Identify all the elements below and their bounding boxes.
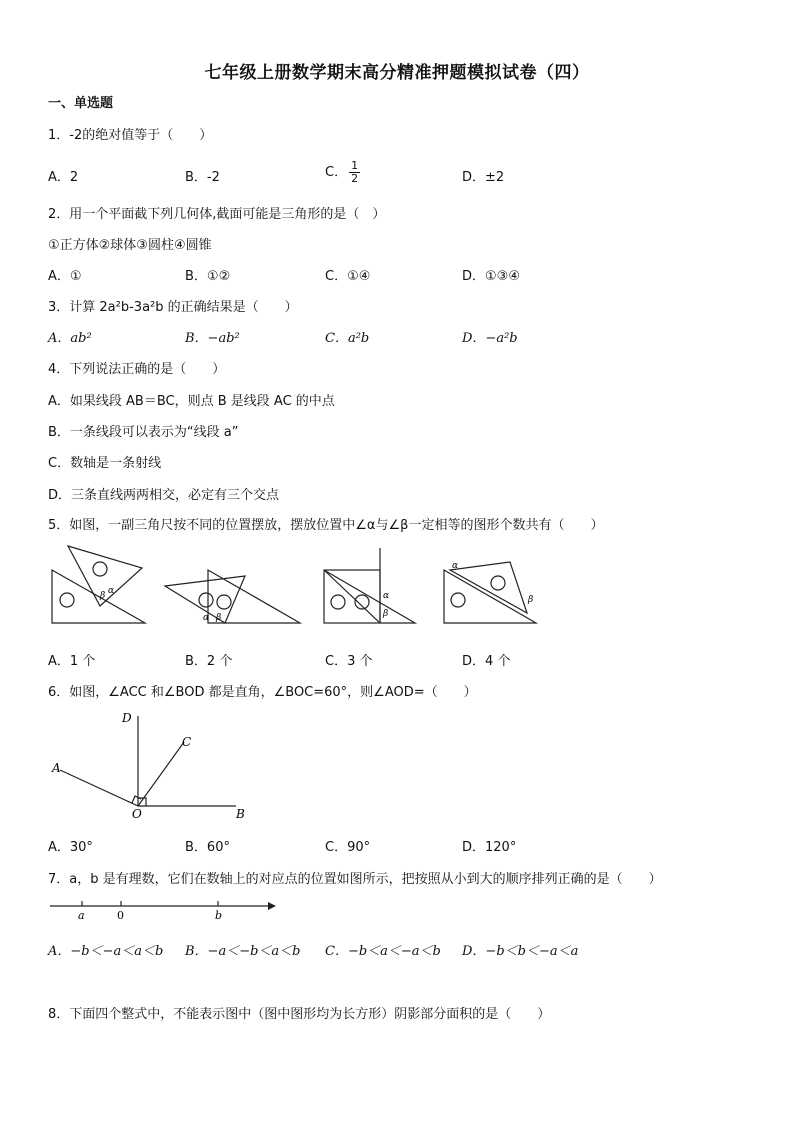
q1-fraction [349,160,360,185]
q1-option-a: A．2 [48,170,79,185]
q2-stem: 2．用一个平面截下列几何体,截面可能是三角形的是（ ） [48,207,386,222]
q5-option-d: D．4 个 [462,654,511,669]
q4-option-d: D．三条直线两两相交，必定有三个交点 [48,488,280,503]
q1-option-d: D．±2 [462,170,505,185]
q5-alpha-label-4: α [452,561,459,571]
q5-beta-label-2: β [216,613,222,623]
q4-option-c: C．数轴是一条射线 [48,456,162,471]
q8-stem: 8．下面四个整式中，不能表示图中（图中图形均为长方形）阴影部分面积的是（ ） [48,1007,551,1022]
q6-option-b: B．60° [185,840,230,855]
q2-option-d: D．①③④ [462,269,520,284]
q7-option-c: C．−b＜a＜−a＜b [325,944,441,959]
q2-option-c: C．①④ [325,269,371,284]
q5-figures [40,538,560,633]
section-heading: 一、单选题 [48,96,114,111]
q5-figure-1 [52,546,145,623]
q3-option-a: A．ab² [48,331,92,346]
q6-label-c: C [182,735,192,749]
q2-option-b: B．①② [185,269,231,284]
q1-option-b: B．-2 [185,170,220,185]
q5-option-c: C．3 个 [325,654,373,669]
q7-option-d: D．−b＜b＜−a＜a [462,944,579,959]
q5-option-b: B．2 个 [185,654,233,669]
q7-axis-label-a: a [78,909,85,922]
q5-figure-2 [165,570,300,623]
q3-stem: 3．计算 2a²b-3a²b 的正确结果是（ ） [48,300,298,315]
q5-figure-3 [324,548,415,623]
q2-option-a: A．① [48,269,82,284]
q4-option-a: A．如果线段 AB＝BC，则点 B 是线段 AC 的中点 [48,394,335,409]
q6-label-o: O [132,807,142,821]
q7-arrow-icon [268,902,276,910]
q7-option-a: A．−b＜−a＜a＜b [48,944,164,959]
q4-stem: 4．下列说法正确的是（ ） [48,362,226,377]
q1-option-c [325,160,360,185]
q5-stem: 5．如图，一副三角尺按不同的位置摆放，摆放位置中∠α与∠β一定相等的图形个数共有（ ） [48,518,604,533]
q7-axis-label-b: b [215,909,223,922]
q1-fraction-denominator: 2 [351,172,359,185]
q4-option-b: B．一条线段可以表示为“线段 a” [48,425,239,440]
q2-items: ①正方体②球体③圆柱④圆锥 [48,238,212,253]
q1-fraction-numerator: 1 [351,159,359,172]
q7-number-line [40,894,280,928]
q5-figure-4 [444,562,536,623]
q6-option-d: D．120° [462,840,517,855]
q5-alpha-label-3: α [383,591,390,601]
q1-stem: 1．-2的绝对值等于（ ） [48,128,213,143]
q6-label-d: D [122,711,132,725]
q7-axis-label-zero: 0 [117,909,124,922]
q1-option-c-prefix: C． [325,165,348,180]
q3-option-c: C．a²b [325,331,370,346]
q7-option-b: B．−a＜−b＜a＜b [185,944,301,959]
q6-option-a: A．30° [48,840,93,855]
q5-beta-label-3: β [383,609,389,619]
q6-stem: 6．如图，∠ACC 和∠BOD 都是直角，∠BOC=60°，则∠AOD=（ ） [48,685,477,700]
q6-label-b: B [236,807,245,821]
q7-stem: 7．a，b 是有理数，它们在数轴上的对应点的位置如图所示，把按照从小到大的顺序排列正确的是（ ） [48,872,662,887]
q6-label-a: A [52,761,61,775]
q5-alpha-label-2: α [203,613,210,623]
q5-beta-label-1: β [100,591,106,601]
q6-option-c: C．90° [325,840,371,855]
q6-figure [40,706,270,826]
page-title: 七年级上册数学期末高分精准押题模拟试卷（四） [204,63,590,83]
q3-option-d: D．−a²b [462,331,518,346]
q5-beta-label-4: β [528,595,534,605]
q3-option-b: B．−ab² [185,331,240,346]
q5-alpha-label-1: α [108,586,115,596]
q5-option-a: A．1 个 [48,654,96,669]
